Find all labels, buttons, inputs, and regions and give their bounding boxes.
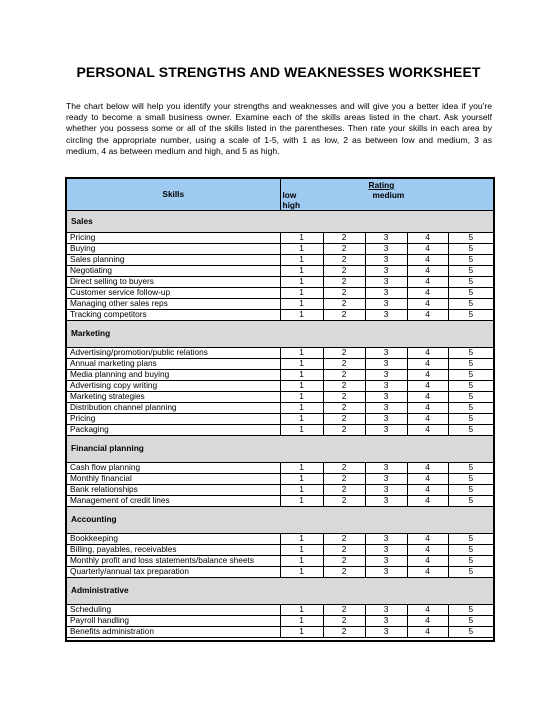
rating-option-2[interactable]: 2 bbox=[323, 485, 365, 496]
rating-option-4[interactable]: 4 bbox=[407, 556, 448, 567]
rating-option-4[interactable]: 4 bbox=[407, 616, 448, 627]
rating-option-5[interactable]: 5 bbox=[448, 545, 494, 556]
rating-option-3[interactable]: 3 bbox=[365, 627, 407, 638]
skill-row bbox=[66, 414, 494, 425]
rating-option-5[interactable]: 5 bbox=[448, 233, 494, 244]
rating-option-4[interactable]: 4 bbox=[407, 288, 448, 299]
rating-option-1[interactable]: 1 bbox=[280, 348, 323, 359]
high-label: high bbox=[282, 200, 301, 210]
rating-option-2[interactable]: 2 bbox=[323, 616, 365, 627]
skill-row bbox=[66, 605, 494, 616]
skill-label: Pricing bbox=[66, 233, 280, 244]
rating-option-5[interactable]: 5 bbox=[448, 370, 494, 381]
rating-option-3[interactable]: 3 bbox=[365, 534, 407, 545]
rating-option-1[interactable]: 1 bbox=[280, 485, 323, 496]
rating-option-1[interactable]: 1 bbox=[280, 567, 323, 578]
rating-option-5[interactable]: 5 bbox=[448, 425, 494, 436]
rating-option-4[interactable]: 4 bbox=[407, 277, 448, 288]
intro-paragraph: The chart below will help you identify your strengths and weaknesses and will give you a better idea if you're ready to become a small business owner. Examine each of the skills areas listed in the chart. Ask yourself whether you possess some or all of the skills listed in the parentheses. Then rate your skills in each area by circling the appropriate number, using a scale of 1-5, with 1 as low, 2 as between low and medium, 3 as medium, 4 as between medium and high, and 5 as high. bbox=[66, 101, 492, 156]
rating-option-3[interactable]: 3 bbox=[365, 403, 407, 414]
rating-option-5[interactable]: 5 bbox=[448, 381, 494, 392]
rating-option-3[interactable]: 3 bbox=[365, 359, 407, 370]
section-header-row bbox=[66, 578, 494, 605]
skill-row bbox=[66, 370, 494, 381]
rating-option-3[interactable]: 3 bbox=[365, 474, 407, 485]
rating-option-4[interactable]: 4 bbox=[407, 266, 448, 277]
skills-rating-table bbox=[65, 177, 495, 642]
rating-option-1[interactable]: 1 bbox=[280, 534, 323, 545]
rating-option-5[interactable]: 5 bbox=[448, 556, 494, 567]
rating-option-1[interactable]: 1 bbox=[280, 403, 323, 414]
skill-row bbox=[66, 425, 494, 436]
skill-label: Management of credit lines bbox=[66, 496, 280, 507]
rating-option-5[interactable]: 5 bbox=[448, 616, 494, 627]
rating-option-1[interactable]: 1 bbox=[280, 255, 323, 266]
table-bottom-border bbox=[66, 638, 494, 642]
rating-option-2[interactable]: 2 bbox=[323, 414, 365, 425]
section-header-row bbox=[66, 211, 494, 233]
rating-option-3[interactable]: 3 bbox=[365, 299, 407, 310]
rating-option-5[interactable]: 5 bbox=[448, 463, 494, 474]
skill-row bbox=[66, 545, 494, 556]
rating-option-1[interactable]: 1 bbox=[280, 414, 323, 425]
rating-option-4[interactable]: 4 bbox=[407, 310, 448, 321]
rating-option-2[interactable]: 2 bbox=[323, 370, 365, 381]
rating-option-3[interactable]: 3 bbox=[365, 370, 407, 381]
rating-option-3[interactable]: 3 bbox=[365, 392, 407, 403]
rating-option-3[interactable]: 3 bbox=[365, 425, 407, 436]
rating-option-5[interactable]: 5 bbox=[448, 496, 494, 507]
rating-option-3[interactable]: 3 bbox=[365, 463, 407, 474]
rating-option-4[interactable]: 4 bbox=[407, 244, 448, 255]
rating-option-2[interactable]: 2 bbox=[323, 381, 365, 392]
table-end-cell bbox=[66, 638, 494, 642]
rating-option-1[interactable]: 1 bbox=[280, 425, 323, 436]
rating-option-5[interactable]: 5 bbox=[448, 244, 494, 255]
section-title: Sales bbox=[66, 211, 494, 233]
rating-option-5[interactable]: 5 bbox=[448, 474, 494, 485]
rating-option-2[interactable]: 2 bbox=[323, 392, 365, 403]
rating-option-5[interactable]: 5 bbox=[448, 605, 494, 616]
rating-option-1[interactable]: 1 bbox=[280, 616, 323, 627]
rating-option-4[interactable]: 4 bbox=[407, 299, 448, 310]
rating-option-1[interactable]: 1 bbox=[280, 392, 323, 403]
rating-option-3[interactable]: 3 bbox=[365, 277, 407, 288]
table-body bbox=[66, 211, 494, 642]
rating-option-1[interactable]: 1 bbox=[280, 556, 323, 567]
rating-option-1[interactable]: 1 bbox=[280, 496, 323, 507]
rating-option-4[interactable]: 4 bbox=[407, 392, 448, 403]
rating-option-4[interactable]: 4 bbox=[407, 370, 448, 381]
skill-label: Media planning and buying bbox=[66, 370, 280, 381]
rating-option-2[interactable]: 2 bbox=[323, 348, 365, 359]
section-title: Marketing bbox=[66, 321, 494, 348]
skill-label: Billing, payables, receivables bbox=[66, 545, 280, 556]
rating-label: Rating bbox=[368, 180, 395, 190]
skill-label: Monthly profit and loss statements/balance sheets bbox=[66, 556, 280, 567]
skill-row bbox=[66, 381, 494, 392]
rating-option-2[interactable]: 2 bbox=[323, 244, 365, 255]
rating-option-5[interactable]: 5 bbox=[448, 392, 494, 403]
rating-option-3[interactable]: 3 bbox=[365, 485, 407, 496]
rating-option-1[interactable]: 1 bbox=[280, 370, 323, 381]
rating-option-1[interactable]: 1 bbox=[280, 545, 323, 556]
rating-option-5[interactable]: 5 bbox=[448, 414, 494, 425]
rating-option-2[interactable]: 2 bbox=[323, 556, 365, 567]
skill-row bbox=[66, 556, 494, 567]
rating-option-1[interactable]: 1 bbox=[280, 277, 323, 288]
rating-option-2[interactable]: 2 bbox=[323, 463, 365, 474]
skill-row bbox=[66, 403, 494, 414]
rating-option-4[interactable]: 4 bbox=[407, 496, 448, 507]
rating-option-2[interactable]: 2 bbox=[323, 299, 365, 310]
rating-option-4[interactable]: 4 bbox=[407, 255, 448, 266]
skill-label: Packaging bbox=[66, 425, 280, 436]
rating-option-1[interactable]: 1 bbox=[280, 474, 323, 485]
rating-option-5[interactable]: 5 bbox=[448, 534, 494, 545]
rating-option-1[interactable]: 1 bbox=[280, 381, 323, 392]
section-header-row bbox=[66, 436, 494, 463]
skill-row bbox=[66, 567, 494, 578]
rating-option-5[interactable]: 5 bbox=[448, 310, 494, 321]
rating-option-1[interactable]: 1 bbox=[280, 627, 323, 638]
rating-option-3[interactable]: 3 bbox=[365, 288, 407, 299]
rating-option-4[interactable]: 4 bbox=[407, 359, 448, 370]
rating-option-5[interactable]: 5 bbox=[448, 299, 494, 310]
rating-option-1[interactable]: 1 bbox=[280, 299, 323, 310]
rating-option-5[interactable]: 5 bbox=[448, 266, 494, 277]
rating-option-3[interactable]: 3 bbox=[365, 567, 407, 578]
page-title: PERSONAL STRENGTHS AND WEAKNESSES WORKSHEET bbox=[76, 64, 481, 80]
rating-option-1[interactable]: 1 bbox=[280, 463, 323, 474]
rating-option-2[interactable]: 2 bbox=[323, 310, 365, 321]
rating-option-2[interactable]: 2 bbox=[323, 545, 365, 556]
skill-row bbox=[66, 359, 494, 370]
medium-label: medium bbox=[372, 190, 405, 200]
skill-label: Advertising/promotion/public relations bbox=[66, 348, 280, 359]
skill-label: Advertising copy writing bbox=[66, 381, 280, 392]
rating-option-1[interactable]: 1 bbox=[280, 310, 323, 321]
rating-option-3[interactable]: 3 bbox=[365, 255, 407, 266]
rating-option-3[interactable]: 3 bbox=[365, 233, 407, 244]
skill-row bbox=[66, 348, 494, 359]
rating-option-2[interactable]: 2 bbox=[323, 567, 365, 578]
section-title: Administrative bbox=[66, 578, 494, 605]
rating-option-5[interactable]: 5 bbox=[448, 255, 494, 266]
skill-row bbox=[66, 255, 494, 266]
skill-label: Marketing strategies bbox=[66, 392, 280, 403]
section-title: Accounting bbox=[66, 507, 494, 534]
section-header-row bbox=[66, 321, 494, 348]
rating-option-5[interactable]: 5 bbox=[448, 403, 494, 414]
skill-row bbox=[66, 288, 494, 299]
rating-option-3[interactable]: 3 bbox=[365, 496, 407, 507]
rating-option-3[interactable]: 3 bbox=[365, 414, 407, 425]
skill-label: Annual marketing plans bbox=[66, 359, 280, 370]
rating-option-1[interactable]: 1 bbox=[280, 605, 323, 616]
skill-label: Pricing bbox=[66, 414, 280, 425]
rating-option-3[interactable]: 3 bbox=[365, 381, 407, 392]
rating-option-5[interactable]: 5 bbox=[448, 627, 494, 638]
skill-row bbox=[66, 244, 494, 255]
skill-label: Direct selling to buyers bbox=[66, 277, 280, 288]
rating-option-4[interactable]: 4 bbox=[407, 534, 448, 545]
skill-label: Managing other sales reps bbox=[66, 299, 280, 310]
skill-label: Negotiating bbox=[66, 266, 280, 277]
rating-option-3[interactable]: 3 bbox=[365, 244, 407, 255]
rating-option-4[interactable]: 4 bbox=[407, 463, 448, 474]
rating-option-1[interactable]: 1 bbox=[280, 288, 323, 299]
rating-option-5[interactable]: 5 bbox=[448, 277, 494, 288]
rating-column-header bbox=[280, 178, 494, 211]
skill-row bbox=[66, 266, 494, 277]
rating-option-4[interactable]: 4 bbox=[407, 414, 448, 425]
rating-option-3[interactable]: 3 bbox=[365, 310, 407, 321]
rating-option-4[interactable]: 4 bbox=[407, 403, 448, 414]
skill-row bbox=[66, 627, 494, 638]
rating-option-4[interactable]: 4 bbox=[407, 425, 448, 436]
rating-option-1[interactable]: 1 bbox=[280, 233, 323, 244]
skill-label: Sales planning bbox=[66, 255, 280, 266]
rating-option-4[interactable]: 4 bbox=[407, 485, 448, 496]
rating-option-2[interactable]: 2 bbox=[323, 266, 365, 277]
rating-option-4[interactable]: 4 bbox=[407, 567, 448, 578]
rating-option-3[interactable]: 3 bbox=[365, 605, 407, 616]
rating-option-5[interactable]: 5 bbox=[448, 348, 494, 359]
rating-option-3[interactable]: 3 bbox=[365, 616, 407, 627]
skill-label: Buying bbox=[66, 244, 280, 255]
skill-row bbox=[66, 277, 494, 288]
rating-option-4[interactable]: 4 bbox=[407, 233, 448, 244]
rating-option-2[interactable]: 2 bbox=[323, 233, 365, 244]
table-header-row bbox=[66, 178, 494, 211]
rating-option-3[interactable]: 3 bbox=[365, 348, 407, 359]
rating-option-2[interactable]: 2 bbox=[323, 425, 365, 436]
skill-row bbox=[66, 463, 494, 474]
skill-label: Bookkeeping bbox=[66, 534, 280, 545]
rating-option-2[interactable]: 2 bbox=[323, 277, 365, 288]
rating-option-5[interactable]: 5 bbox=[448, 288, 494, 299]
rating-option-4[interactable]: 4 bbox=[407, 545, 448, 556]
skill-row bbox=[66, 485, 494, 496]
rating-option-4[interactable]: 4 bbox=[407, 474, 448, 485]
skill-row bbox=[66, 616, 494, 627]
rating-option-1[interactable]: 1 bbox=[280, 244, 323, 255]
rating-option-1[interactable]: 1 bbox=[280, 359, 323, 370]
skill-row bbox=[66, 233, 494, 244]
skills-column-header: Skills bbox=[66, 178, 280, 211]
rating-option-3[interactable]: 3 bbox=[365, 545, 407, 556]
skill-label: Payroll handling bbox=[66, 616, 280, 627]
skill-label: Scheduling bbox=[66, 605, 280, 616]
rating-option-3[interactable]: 3 bbox=[365, 556, 407, 567]
skill-label: Distribution channel planning bbox=[66, 403, 280, 414]
skill-label: Cash flow planning bbox=[66, 463, 280, 474]
rating-option-4[interactable]: 4 bbox=[407, 627, 448, 638]
rating-option-2[interactable]: 2 bbox=[323, 403, 365, 414]
section-title: Financial planning bbox=[66, 436, 494, 463]
rating-option-5[interactable]: 5 bbox=[448, 567, 494, 578]
skill-row bbox=[66, 299, 494, 310]
skill-row bbox=[66, 474, 494, 485]
skill-label: Customer service follow-up bbox=[66, 288, 280, 299]
rating-option-2[interactable]: 2 bbox=[323, 534, 365, 545]
skill-row bbox=[66, 534, 494, 545]
skill-label: Bank relationships bbox=[66, 485, 280, 496]
rating-option-2[interactable]: 2 bbox=[323, 474, 365, 485]
rating-option-5[interactable]: 5 bbox=[448, 359, 494, 370]
skill-row bbox=[66, 496, 494, 507]
skill-row bbox=[66, 310, 494, 321]
section-header-row bbox=[66, 507, 494, 534]
rating-option-3[interactable]: 3 bbox=[365, 266, 407, 277]
rating-option-4[interactable]: 4 bbox=[407, 381, 448, 392]
skill-label: Quarterly/annual tax preparation bbox=[66, 567, 280, 578]
skill-label: Monthly financial bbox=[66, 474, 280, 485]
rating-option-2[interactable]: 2 bbox=[323, 496, 365, 507]
skill-label: Benefits administration bbox=[66, 627, 280, 638]
low-label: low bbox=[282, 190, 297, 200]
rating-option-1[interactable]: 1 bbox=[280, 266, 323, 277]
rating-option-2[interactable]: 2 bbox=[323, 359, 365, 370]
rating-option-2[interactable]: 2 bbox=[323, 255, 365, 266]
rating-option-4[interactable]: 4 bbox=[407, 348, 448, 359]
rating-option-2[interactable]: 2 bbox=[323, 605, 365, 616]
rating-option-2[interactable]: 2 bbox=[323, 627, 365, 638]
rating-option-5[interactable]: 5 bbox=[448, 485, 494, 496]
skill-label: Tracking competitors bbox=[66, 310, 280, 321]
rating-option-4[interactable]: 4 bbox=[407, 605, 448, 616]
rating-option-2[interactable]: 2 bbox=[323, 288, 365, 299]
skill-row bbox=[66, 392, 494, 403]
